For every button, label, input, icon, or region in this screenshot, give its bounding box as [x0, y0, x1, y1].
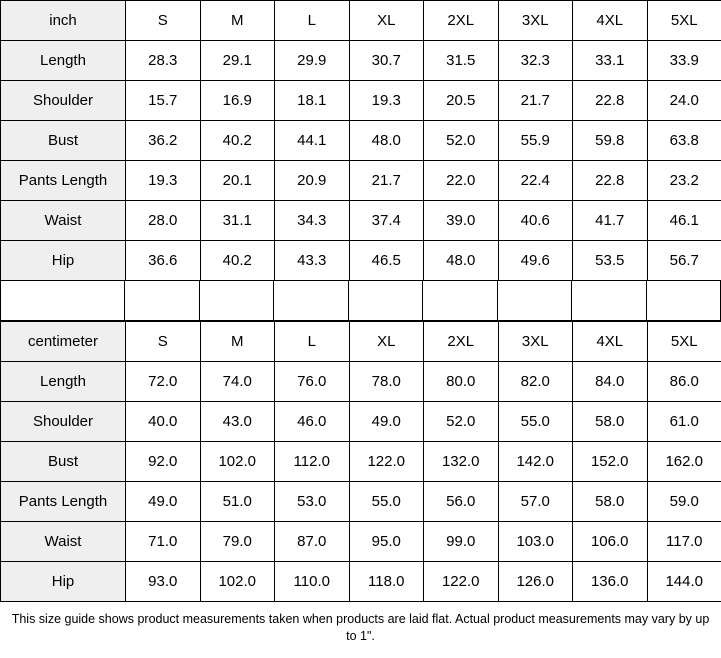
size-header-5xl: 5XL: [647, 1, 721, 41]
separator-cell: [125, 281, 200, 321]
cell-value: 40.2: [200, 121, 275, 161]
cell-value: 32.3: [498, 41, 573, 81]
cell-value: 31.5: [424, 41, 499, 81]
cell-value: 49.0: [126, 482, 201, 522]
cell-value: 40.0: [126, 402, 201, 442]
size-header-3xl: 3XL: [498, 322, 573, 362]
table-row: [1, 241, 721, 281]
cell-value: 29.9: [275, 41, 350, 81]
row-label: Length: [1, 41, 126, 81]
cell-value: 52.0: [424, 402, 499, 442]
cell-value: 44.1: [275, 121, 350, 161]
cell-value: 46.5: [349, 241, 424, 281]
cell-value: 132.0: [424, 442, 499, 482]
cell-value: 55.0: [349, 482, 424, 522]
cell-value: 37.4: [349, 201, 424, 241]
cell-value: 53.0: [275, 482, 350, 522]
cell-value: 136.0: [573, 562, 648, 602]
cell-value: 36.6: [126, 241, 201, 281]
table-row: [1, 201, 721, 241]
cell-value: 43.0: [200, 402, 275, 442]
cell-value: 79.0: [200, 522, 275, 562]
cell-value: 22.8: [573, 161, 648, 201]
cell-value: 46.1: [647, 201, 721, 241]
cell-value: 20.9: [275, 161, 350, 201]
table-row: [1, 402, 721, 442]
cell-value: 102.0: [200, 562, 275, 602]
cell-value: 22.4: [498, 161, 573, 201]
size-header-4xl: 4XL: [573, 322, 648, 362]
cell-value: 51.0: [200, 482, 275, 522]
cell-value: 15.7: [126, 81, 201, 121]
cell-value: 28.0: [126, 201, 201, 241]
cell-value: 48.0: [349, 121, 424, 161]
cell-value: 46.0: [275, 402, 350, 442]
cell-value: 40.2: [200, 241, 275, 281]
unit-label-centimeter: centimeter: [1, 322, 126, 362]
cell-value: 30.7: [349, 41, 424, 81]
table-row: [1, 81, 721, 121]
cell-value: 144.0: [647, 562, 721, 602]
cell-value: 122.0: [349, 442, 424, 482]
cell-value: 56.0: [424, 482, 499, 522]
separator-cell: [349, 281, 424, 321]
size-header-5xl: 5XL: [647, 322, 721, 362]
separator-cell: [274, 281, 349, 321]
cell-value: 162.0: [647, 442, 721, 482]
row-label: Waist: [1, 522, 126, 562]
size-header-xl: XL: [349, 1, 424, 41]
table-row: [1, 41, 721, 81]
cell-value: 80.0: [424, 362, 499, 402]
cell-value: 74.0: [200, 362, 275, 402]
row-label: Shoulder: [1, 402, 126, 442]
cell-value: 95.0: [349, 522, 424, 562]
cell-value: 59.8: [573, 121, 648, 161]
row-label: Bust: [1, 442, 126, 482]
separator-cell: [572, 281, 647, 321]
separator-cell: [200, 281, 275, 321]
cell-value: 16.9: [200, 81, 275, 121]
cell-value: 63.8: [647, 121, 721, 161]
row-label: Waist: [1, 201, 126, 241]
cell-value: 49.0: [349, 402, 424, 442]
cell-value: 19.3: [349, 81, 424, 121]
row-label: Hip: [1, 241, 126, 281]
table-row: [1, 442, 721, 482]
cell-value: 110.0: [275, 562, 350, 602]
cell-value: 93.0: [126, 562, 201, 602]
row-label: Length: [1, 362, 126, 402]
cell-value: 61.0: [647, 402, 721, 442]
cell-value: 87.0: [275, 522, 350, 562]
cell-value: 92.0: [126, 442, 201, 482]
cell-value: 53.5: [573, 241, 648, 281]
cell-value: 20.1: [200, 161, 275, 201]
size-header-3xl: 3XL: [498, 1, 573, 41]
separator-cell: [647, 281, 721, 321]
cell-value: 76.0: [275, 362, 350, 402]
table-row: [1, 562, 721, 602]
cell-value: 122.0: [424, 562, 499, 602]
row-label: Pants Length: [1, 161, 126, 201]
cell-value: 48.0: [424, 241, 499, 281]
size-header-2xl: 2XL: [424, 322, 499, 362]
cell-value: 19.3: [126, 161, 201, 201]
separator-cell: [423, 281, 498, 321]
cell-value: 106.0: [573, 522, 648, 562]
row-label: Pants Length: [1, 482, 126, 522]
size-header-s: S: [126, 322, 201, 362]
cell-value: 22.0: [424, 161, 499, 201]
cell-value: 41.7: [573, 201, 648, 241]
cell-value: 40.6: [498, 201, 573, 241]
size-header-xl: XL: [349, 322, 424, 362]
cell-value: 58.0: [573, 482, 648, 522]
size-header-s: S: [126, 1, 201, 41]
cell-value: 36.2: [126, 121, 201, 161]
cell-value: 117.0: [647, 522, 721, 562]
table-header-row: [1, 322, 721, 362]
row-label: Shoulder: [1, 81, 126, 121]
row-label: Bust: [1, 121, 126, 161]
cell-value: 72.0: [126, 362, 201, 402]
cell-value: 82.0: [498, 362, 573, 402]
cell-value: 52.0: [424, 121, 499, 161]
cell-value: 28.3: [126, 41, 201, 81]
table-separator: [0, 281, 721, 321]
cell-value: 142.0: [498, 442, 573, 482]
cell-value: 112.0: [275, 442, 350, 482]
cell-value: 33.1: [573, 41, 648, 81]
size-header-2xl: 2XL: [424, 1, 499, 41]
cell-value: 43.3: [275, 241, 350, 281]
cell-value: 86.0: [647, 362, 721, 402]
cell-value: 34.3: [275, 201, 350, 241]
cell-value: 126.0: [498, 562, 573, 602]
cell-value: 58.0: [573, 402, 648, 442]
cell-value: 24.0: [647, 81, 721, 121]
size-table-centimeter: [0, 321, 721, 602]
cell-value: 18.1: [275, 81, 350, 121]
cell-value: 71.0: [126, 522, 201, 562]
cell-value: 33.9: [647, 41, 721, 81]
size-table-inch: [0, 0, 721, 281]
cell-value: 22.8: [573, 81, 648, 121]
cell-value: 99.0: [424, 522, 499, 562]
table-row: [1, 482, 721, 522]
cell-value: 29.1: [200, 41, 275, 81]
cell-value: 21.7: [349, 161, 424, 201]
cell-value: 152.0: [573, 442, 648, 482]
cell-value: 78.0: [349, 362, 424, 402]
separator-cell: [498, 281, 573, 321]
separator-cell: [0, 281, 125, 321]
size-header-4xl: 4XL: [573, 1, 648, 41]
cell-value: 56.7: [647, 241, 721, 281]
row-label: Hip: [1, 562, 126, 602]
size-header-l: L: [275, 1, 350, 41]
cell-value: 118.0: [349, 562, 424, 602]
size-header-l: L: [275, 322, 350, 362]
cell-value: 84.0: [573, 362, 648, 402]
table-row: [1, 121, 721, 161]
size-header-m: M: [200, 322, 275, 362]
cell-value: 55.0: [498, 402, 573, 442]
table-row: [1, 161, 721, 201]
size-header-m: M: [200, 1, 275, 41]
cell-value: 55.9: [498, 121, 573, 161]
cell-value: 20.5: [424, 81, 499, 121]
cell-value: 102.0: [200, 442, 275, 482]
size-guide-footnote: This size guide shows product measurements taken when products are laid flat. Actual product measurements may vary by up to 1".: [11, 612, 710, 643]
cell-value: 31.1: [200, 201, 275, 241]
cell-value: 39.0: [424, 201, 499, 241]
table-row: [1, 522, 721, 562]
table-row: [1, 362, 721, 402]
cell-value: 59.0: [647, 482, 721, 522]
cell-value: 49.6: [498, 241, 573, 281]
table-header-row: [1, 1, 721, 41]
cell-value: 23.2: [647, 161, 721, 201]
cell-value: 103.0: [498, 522, 573, 562]
cell-value: 21.7: [498, 81, 573, 121]
unit-label-inch: inch: [1, 1, 126, 41]
cell-value: 57.0: [498, 482, 573, 522]
